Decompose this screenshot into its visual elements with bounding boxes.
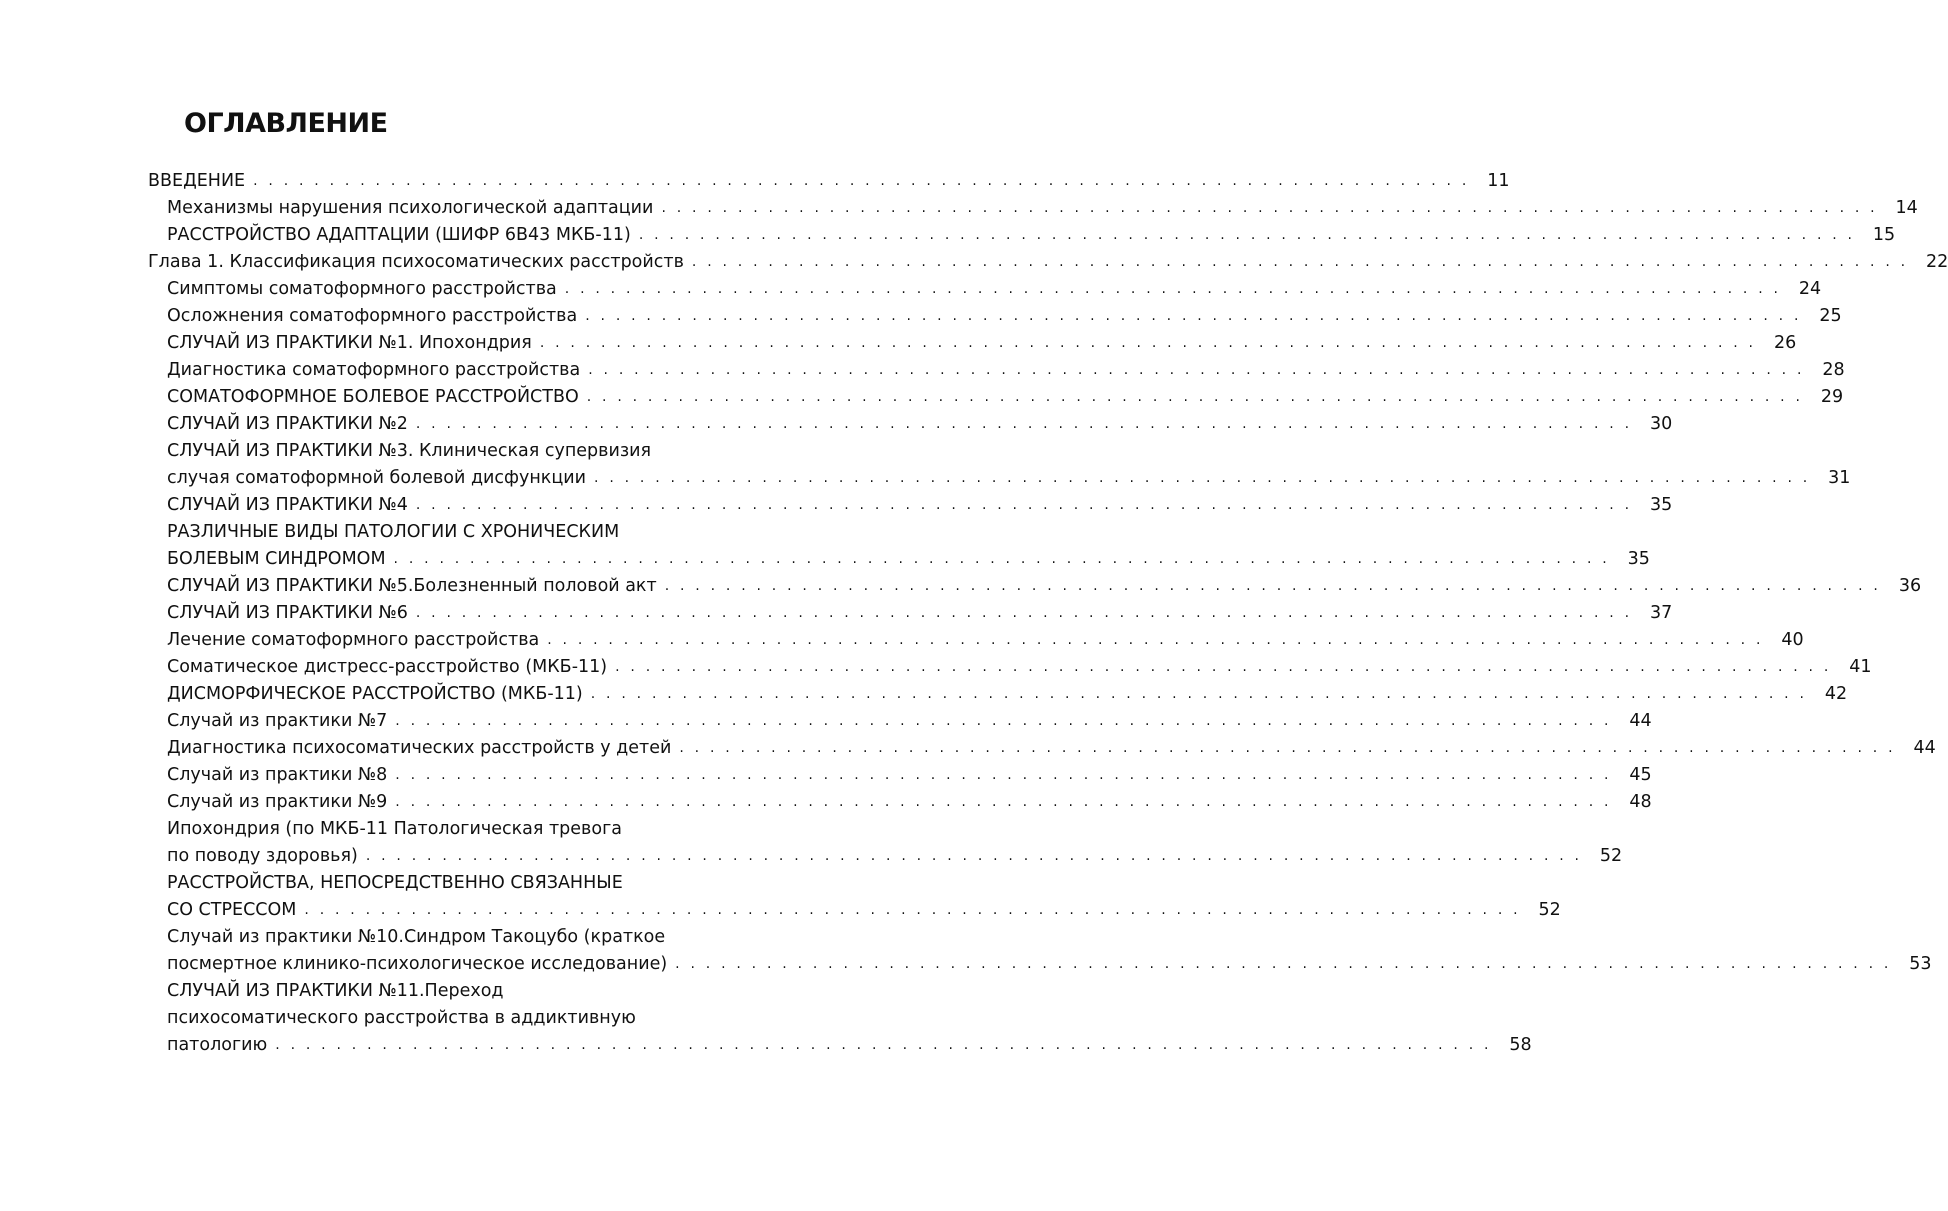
toc-entry-page-number: 52 xyxy=(1599,846,1623,866)
toc-entry-title: СЛУЧАЙ ИЗ ПРАКТИКИ №6 xyxy=(167,603,408,623)
toc-entry-row xyxy=(167,573,1922,600)
toc-entry-row xyxy=(167,1032,1532,1059)
table-of-contents xyxy=(148,168,1948,1059)
toc-entry[interactable] xyxy=(148,600,1673,627)
dot-leader: . . . . . . . . . . . . . . . . . . . . . . . . . . . . . . . . . . . . . . . . . . . . . . . . . . . . . . . . . . . . . . . . . . . . . . . . . . . . . . . . xyxy=(675,956,1892,972)
toc-entry[interactable] xyxy=(148,870,1561,924)
toc-entry-title: СЛУЧАЙ ИЗ ПРАКТИКИ №4 xyxy=(167,495,408,515)
toc-entry-title: СОМАТОФОРМНОЕ БОЛЕВОЕ РАССТРОЙСТВО xyxy=(167,387,579,407)
toc-entry-row xyxy=(167,276,1822,303)
toc-entry[interactable] xyxy=(148,357,1845,384)
dot-leader: . . . . . . . . . . . . . . . . . . . . . . . . . . . . . . . . . . . . . . . . . . . . . . . . . . . . . . . . . . . . . . . . . . . . . . . . . . . . . . . . xyxy=(539,335,1757,351)
dot-leader: . . . . . . . . . . . . . . . . . . . . . . . . . . . . . . . . . . . . . . . . . . . . . . . . . . . . . . . . . . . . . . . . . . . . . . . . . . . . . . . . xyxy=(590,686,1808,702)
toc-entry-row xyxy=(167,897,1561,924)
toc-entry-title: СЛУЧАЙ ИЗ ПРАКТИКИ №2 xyxy=(167,414,408,434)
dot-leader: . . . . . . . . . . . . . . . . . . . . . . . . . . . . . . . . . . . . . . . . . . . . . . . . . . . . . . . . . . . . . . . . . . . . . . . . . . . . . . . . xyxy=(691,254,1909,270)
toc-entry-title: РАССТРОЙСТВО АДАПТАЦИИ (ШИФР 6В43 МКБ-11) xyxy=(167,225,631,245)
toc-entry-title: по поводу здоровья) xyxy=(167,846,358,866)
toc-entry-page-number: 37 xyxy=(1649,603,1673,623)
toc-entry-row xyxy=(167,384,1844,411)
toc-entry-row xyxy=(167,546,1650,573)
dot-leader: . . . . . . . . . . . . . . . . . . . . . . . . . . . . . . . . . . . . . . . . . . . . . . . . . . . . . . . . . . . . . . . . . . . . . . . . . . . . . . . . xyxy=(415,416,1633,432)
dot-leader: . . . . . . . . . . . . . . . . . . . . . . . . . . . . . . . . . . . . . . . . . . . . . . . . . . . . . . . . . . . . . . . . . . . . . . . . . . . . . . . . xyxy=(415,605,1633,621)
toc-entry[interactable] xyxy=(148,276,1822,303)
dot-leader: . . . . . . . . . . . . . . . . . . . . . . . . . . . . . . . . . . . . . . . . . . . . . . . . . . . . . . . . . . . . . . . . . . . . . . . . . . . . . . . . xyxy=(415,497,1633,513)
toc-entry-page-number: 24 xyxy=(1798,279,1822,299)
toc-entry-title: Симптомы соматоформного расстройства xyxy=(167,279,557,299)
dot-leader: . . . . . . . . . . . . . . . . . . . . . . . . . . . . . . . . . . . . . . . . . . . . . . . . . . . . . . . . . . . . . . . . . . . . . . . . . . . . . . . . xyxy=(615,659,1832,675)
toc-entry-page-number: 15 xyxy=(1872,225,1896,245)
toc-entry-title: СО СТРЕССОМ xyxy=(167,900,297,920)
dot-leader: . . . . . . . . . . . . . . . . . . . . . . . . . . . . . . . . . . . . . . . . . . . . . . . . . . . . . . . . . . . . . . . . . . . . . . . . . . . . . . . . xyxy=(395,713,1612,729)
page-title: ОГЛАВЛЕНИЕ xyxy=(184,108,388,139)
toc-entry-row xyxy=(167,735,1936,762)
toc-entry[interactable] xyxy=(148,438,1851,492)
toc-entry-page-number: 44 xyxy=(1913,738,1936,758)
toc-entry-line: РАССТРОЙСТВА, НЕПОСРЕДСТВЕННО СВЯЗАННЫЕ xyxy=(167,873,623,893)
dot-leader: . . . . . . . . . . . . . . . . . . . . . . . . . . . . . . . . . . . . . . . . . . . . . . . . . . . . . . . . . . . . . . . . . . . . . . . . . . . . . . . . xyxy=(547,632,1764,648)
toc-entry-row xyxy=(167,789,1652,816)
toc-entry-title: Случай из практики №8 xyxy=(167,765,388,785)
toc-entry-page-number: 58 xyxy=(1509,1035,1532,1055)
toc-entry-row xyxy=(167,492,1673,519)
toc-entry-title: Диагностика психосоматических расстройств у детей xyxy=(167,738,672,758)
toc-entry-page-number: 14 xyxy=(1895,198,1918,218)
dot-leader: . . . . . . . . . . . . . . . . . . . . . . . . . . . . . . . . . . . . . . . . . . . . . . . . . . . . . . . . . . . . . . . . . . . . . . . . . . . . . . . . xyxy=(585,308,1802,324)
toc-entry-title: патологию xyxy=(167,1035,268,1055)
toc-entry[interactable] xyxy=(148,303,1842,330)
toc-entry-row xyxy=(167,303,1842,330)
toc-entry-page-number: 28 xyxy=(1822,360,1845,380)
toc-entry-row xyxy=(167,465,1851,492)
toc-entry-page-number: 44 xyxy=(1629,711,1652,731)
dot-leader: . . . . . . . . . . . . . . . . . . . . . . . . . . . . . . . . . . . . . . . . . . . . . . . . . . . . . . . . . . . . . . . . . . . . . . . . . . . . . . . . xyxy=(564,281,1782,297)
dot-leader: . . . . . . . . . . . . . . . . . . . . . . . . . . . . . . . . . . . . . . . . . . . . . . . . . . . . . . . . . . . . . . . . . . . . . . . . . . . . . . . . xyxy=(586,389,1804,405)
toc-entry-title: Механизмы нарушения психологической адаптации xyxy=(167,198,654,218)
toc-entry-row xyxy=(167,357,1845,384)
toc-entry-title: Случай из практики №9 xyxy=(167,792,388,812)
toc-entry[interactable] xyxy=(148,978,1532,1059)
toc-entry[interactable] xyxy=(148,924,1932,978)
toc-entry-page-number: 35 xyxy=(1627,549,1650,569)
dot-leader: . . . . . . . . . . . . . . . . . . . . . . . . . . . . . . . . . . . . . . . . . . . . . . . . . . . . . . . . . . . . . . . . . . . . . . . . . . . . . . . . xyxy=(594,470,1811,486)
dot-leader: . . . . . . . . . . . . . . . . . . . . . . . . . . . . . . . . . . . . . . . . . . . . . . . . . . . . . . . . . . . . . . . . . . . . . . . . . . . . . . . . xyxy=(588,362,1805,378)
toc-entry-row xyxy=(167,762,1652,789)
toc-entry[interactable] xyxy=(148,762,1652,789)
toc-entry[interactable] xyxy=(148,519,1650,573)
toc-entry-title: ДИСМОРФИЧЕСКОЕ РАССТРОЙСТВО (МКБ-11) xyxy=(167,684,583,704)
toc-entry-row xyxy=(167,654,1872,681)
toc-entry[interactable] xyxy=(148,735,1936,762)
toc-entry-row xyxy=(148,249,1948,276)
toc-entry[interactable] xyxy=(148,816,1623,870)
toc-entry-row xyxy=(167,627,1804,654)
dot-leader: . . . . . . . . . . . . . . . . . . . . . . . . . . . . . . . . . . . . . . . . . . . . . . . . . . . . . . . . . . . . . . . . . . . . . . . . . . . . . . . . xyxy=(395,767,1612,783)
toc-entry-row xyxy=(167,411,1673,438)
toc-entry-line: Случай из практики №10.Синдром Такоцубо (краткое xyxy=(167,927,666,947)
toc-entry-page-number: 31 xyxy=(1828,468,1851,488)
toc-entry[interactable] xyxy=(148,195,1918,222)
toc-entry[interactable] xyxy=(148,249,1948,276)
dot-leader: . . . . . . . . . . . . . . . . . . . . . . . . . . . . . . . . . . . . . . . . . . . . . . . . . . . . . . . . . . . . . . . . . . . . . . . . . . . . . . . . xyxy=(365,848,1583,864)
dot-leader: . . . . . . . . . . . . . . . . . . . . . . . . . . . . . . . . . . . . . . . . . . . . . . . . . . . . . . . . . . . . . . . . . . . . . . . . . . . . . . . . xyxy=(679,740,1896,756)
toc-entry-page-number: 35 xyxy=(1649,495,1673,515)
toc-entry-page-number: 42 xyxy=(1824,684,1848,704)
toc-entry-line: Ипохондрия (по МКБ-11 Патологическая тревога xyxy=(167,819,622,839)
toc-entry-row xyxy=(167,330,1797,357)
toc-entry-title: Случай из практики №7 xyxy=(167,711,388,731)
toc-entry-title: Осложнения соматоформного расстройства xyxy=(167,306,578,326)
toc-entry-title: БОЛЕВЫМ СИНДРОМОМ xyxy=(167,549,386,569)
dot-leader: . . . . . . . . . . . . . . . . . . . . . . . . . . . . . . . . . . . . . . . . . . . . . . . . . . . . . . . . . . . . . . . . . . . . . . . . . . . . . . . . xyxy=(395,794,1612,810)
toc-entry-row xyxy=(167,708,1652,735)
toc-entry-page-number: 48 xyxy=(1629,792,1652,812)
toc-entry[interactable] xyxy=(148,654,1872,681)
dot-leader: . . . . . . . . . . . . . . . . . . . . . . . . . . . . . . . . . . . . . . . . . . . . . . . . . . . . . . . . . . . . . . . . . . . . . . . . . . . . . . . . xyxy=(253,173,1470,189)
dot-leader: . . . . . . . . . . . . . . . . . . . . . . . . . . . . . . . . . . . . . . . . . . . . . . . . . . . . . . . . . . . . . . . . . . . . . . . . . . . . . . . . xyxy=(393,551,1610,567)
toc-entry-title: Диагностика соматоформного расстройства xyxy=(167,360,581,380)
toc-entry-title: ВВЕДЕНИЕ xyxy=(148,171,246,191)
toc-entry-title: Лечение соматоформного расстройства xyxy=(167,630,540,650)
toc-entry[interactable] xyxy=(148,789,1652,816)
toc-entry-row xyxy=(167,195,1918,222)
toc-entry-line: СЛУЧАЙ ИЗ ПРАКТИКИ №11.Переход xyxy=(167,981,504,1001)
toc-entry-page-number: 41 xyxy=(1849,657,1872,677)
toc-entry-line: РАЗЛИЧНЫЕ ВИДЫ ПАТОЛОГИИ С ХРОНИЧЕСКИМ xyxy=(167,522,620,542)
dot-leader: . . . . . . . . . . . . . . . . . . . . . . . . . . . . . . . . . . . . . . . . . . . . . . . . . . . . . . . . . . . . . . . . . . . . . . . . . . . . . . . . xyxy=(664,578,1882,594)
toc-entry[interactable] xyxy=(148,411,1673,438)
toc-entry-row xyxy=(167,600,1673,627)
toc-entry[interactable] xyxy=(148,492,1673,519)
toc-entry-title: Соматическое дистресс-расстройство (МКБ-11) xyxy=(167,657,608,677)
dot-leader: . . . . . . . . . . . . . . . . . . . . . . . . . . . . . . . . . . . . . . . . . . . . . . . . . . . . . . . . . . . . . . . . . . . . . . . . . . . . . . . . xyxy=(638,227,1856,243)
dot-leader: . . . . . . . . . . . . . . . . . . . . . . . . . . . . . . . . . . . . . . . . . . . . . . . . . . . . . . . . . . . . . . . . . . . . . . . . . . . . . . . . xyxy=(661,200,1878,216)
toc-entry-title: посмертное клинико-психологическое исследование) xyxy=(167,954,668,974)
toc-entry[interactable] xyxy=(148,708,1652,735)
toc-entry-row xyxy=(167,222,1896,249)
toc-entry-page-number: 29 xyxy=(1820,387,1844,407)
toc-entry-row xyxy=(148,168,1510,195)
toc-entry-page-number: 45 xyxy=(1629,765,1652,785)
toc-entry-row xyxy=(167,843,1623,870)
toc-entry-title: СЛУЧАЙ ИЗ ПРАКТИКИ №1. Ипохондрия xyxy=(167,333,532,353)
toc-entry[interactable] xyxy=(148,330,1797,357)
toc-entry-row xyxy=(167,951,1932,978)
toc-entry-page-number: 11 xyxy=(1487,171,1510,191)
toc-entry[interactable] xyxy=(148,384,1844,411)
toc-entry-page-number: 40 xyxy=(1781,630,1804,650)
toc-entry-row xyxy=(167,681,1848,708)
dot-leader: . . . . . . . . . . . . . . . . . . . . . . . . . . . . . . . . . . . . . . . . . . . . . . . . . . . . . . . . . . . . . . . . . . . . . . . . . . . . . . . . xyxy=(275,1037,1492,1053)
toc-entry[interactable] xyxy=(148,222,1896,249)
toc-entry[interactable] xyxy=(148,627,1804,654)
toc-entry[interactable] xyxy=(148,168,1510,195)
toc-entry-title: СЛУЧАЙ ИЗ ПРАКТИКИ №5.Болезненный половой акт xyxy=(167,576,657,596)
toc-entry-line: психосоматического расстройства в аддиктивную xyxy=(167,1008,636,1028)
toc-entry-page-number: 30 xyxy=(1649,414,1673,434)
toc-entry-page-number: 22 xyxy=(1926,252,1948,272)
toc-entry-page-number: 52 xyxy=(1538,900,1561,920)
toc-entry-title: случая соматоформной болевой дисфункции xyxy=(167,468,587,488)
toc-entry-line: СЛУЧАЙ ИЗ ПРАКТИКИ №3. Клиническая супервизия xyxy=(167,441,652,461)
toc-entry-page-number: 53 xyxy=(1909,954,1932,974)
toc-entry-page-number: 36 xyxy=(1898,576,1922,596)
toc-entry-page-number: 25 xyxy=(1819,306,1842,326)
dot-leader: . . . . . . . . . . . . . . . . . . . . . . . . . . . . . . . . . . . . . . . . . . . . . . . . . . . . . . . . . . . . . . . . . . . . . . . . . . . . . . . . xyxy=(304,902,1521,918)
toc-entry-page-number: 26 xyxy=(1773,333,1797,353)
toc-entry-title: Глава 1. Классификация психосоматических расстройств xyxy=(148,252,684,272)
toc-entry[interactable] xyxy=(148,573,1922,600)
toc-entry[interactable] xyxy=(148,681,1848,708)
